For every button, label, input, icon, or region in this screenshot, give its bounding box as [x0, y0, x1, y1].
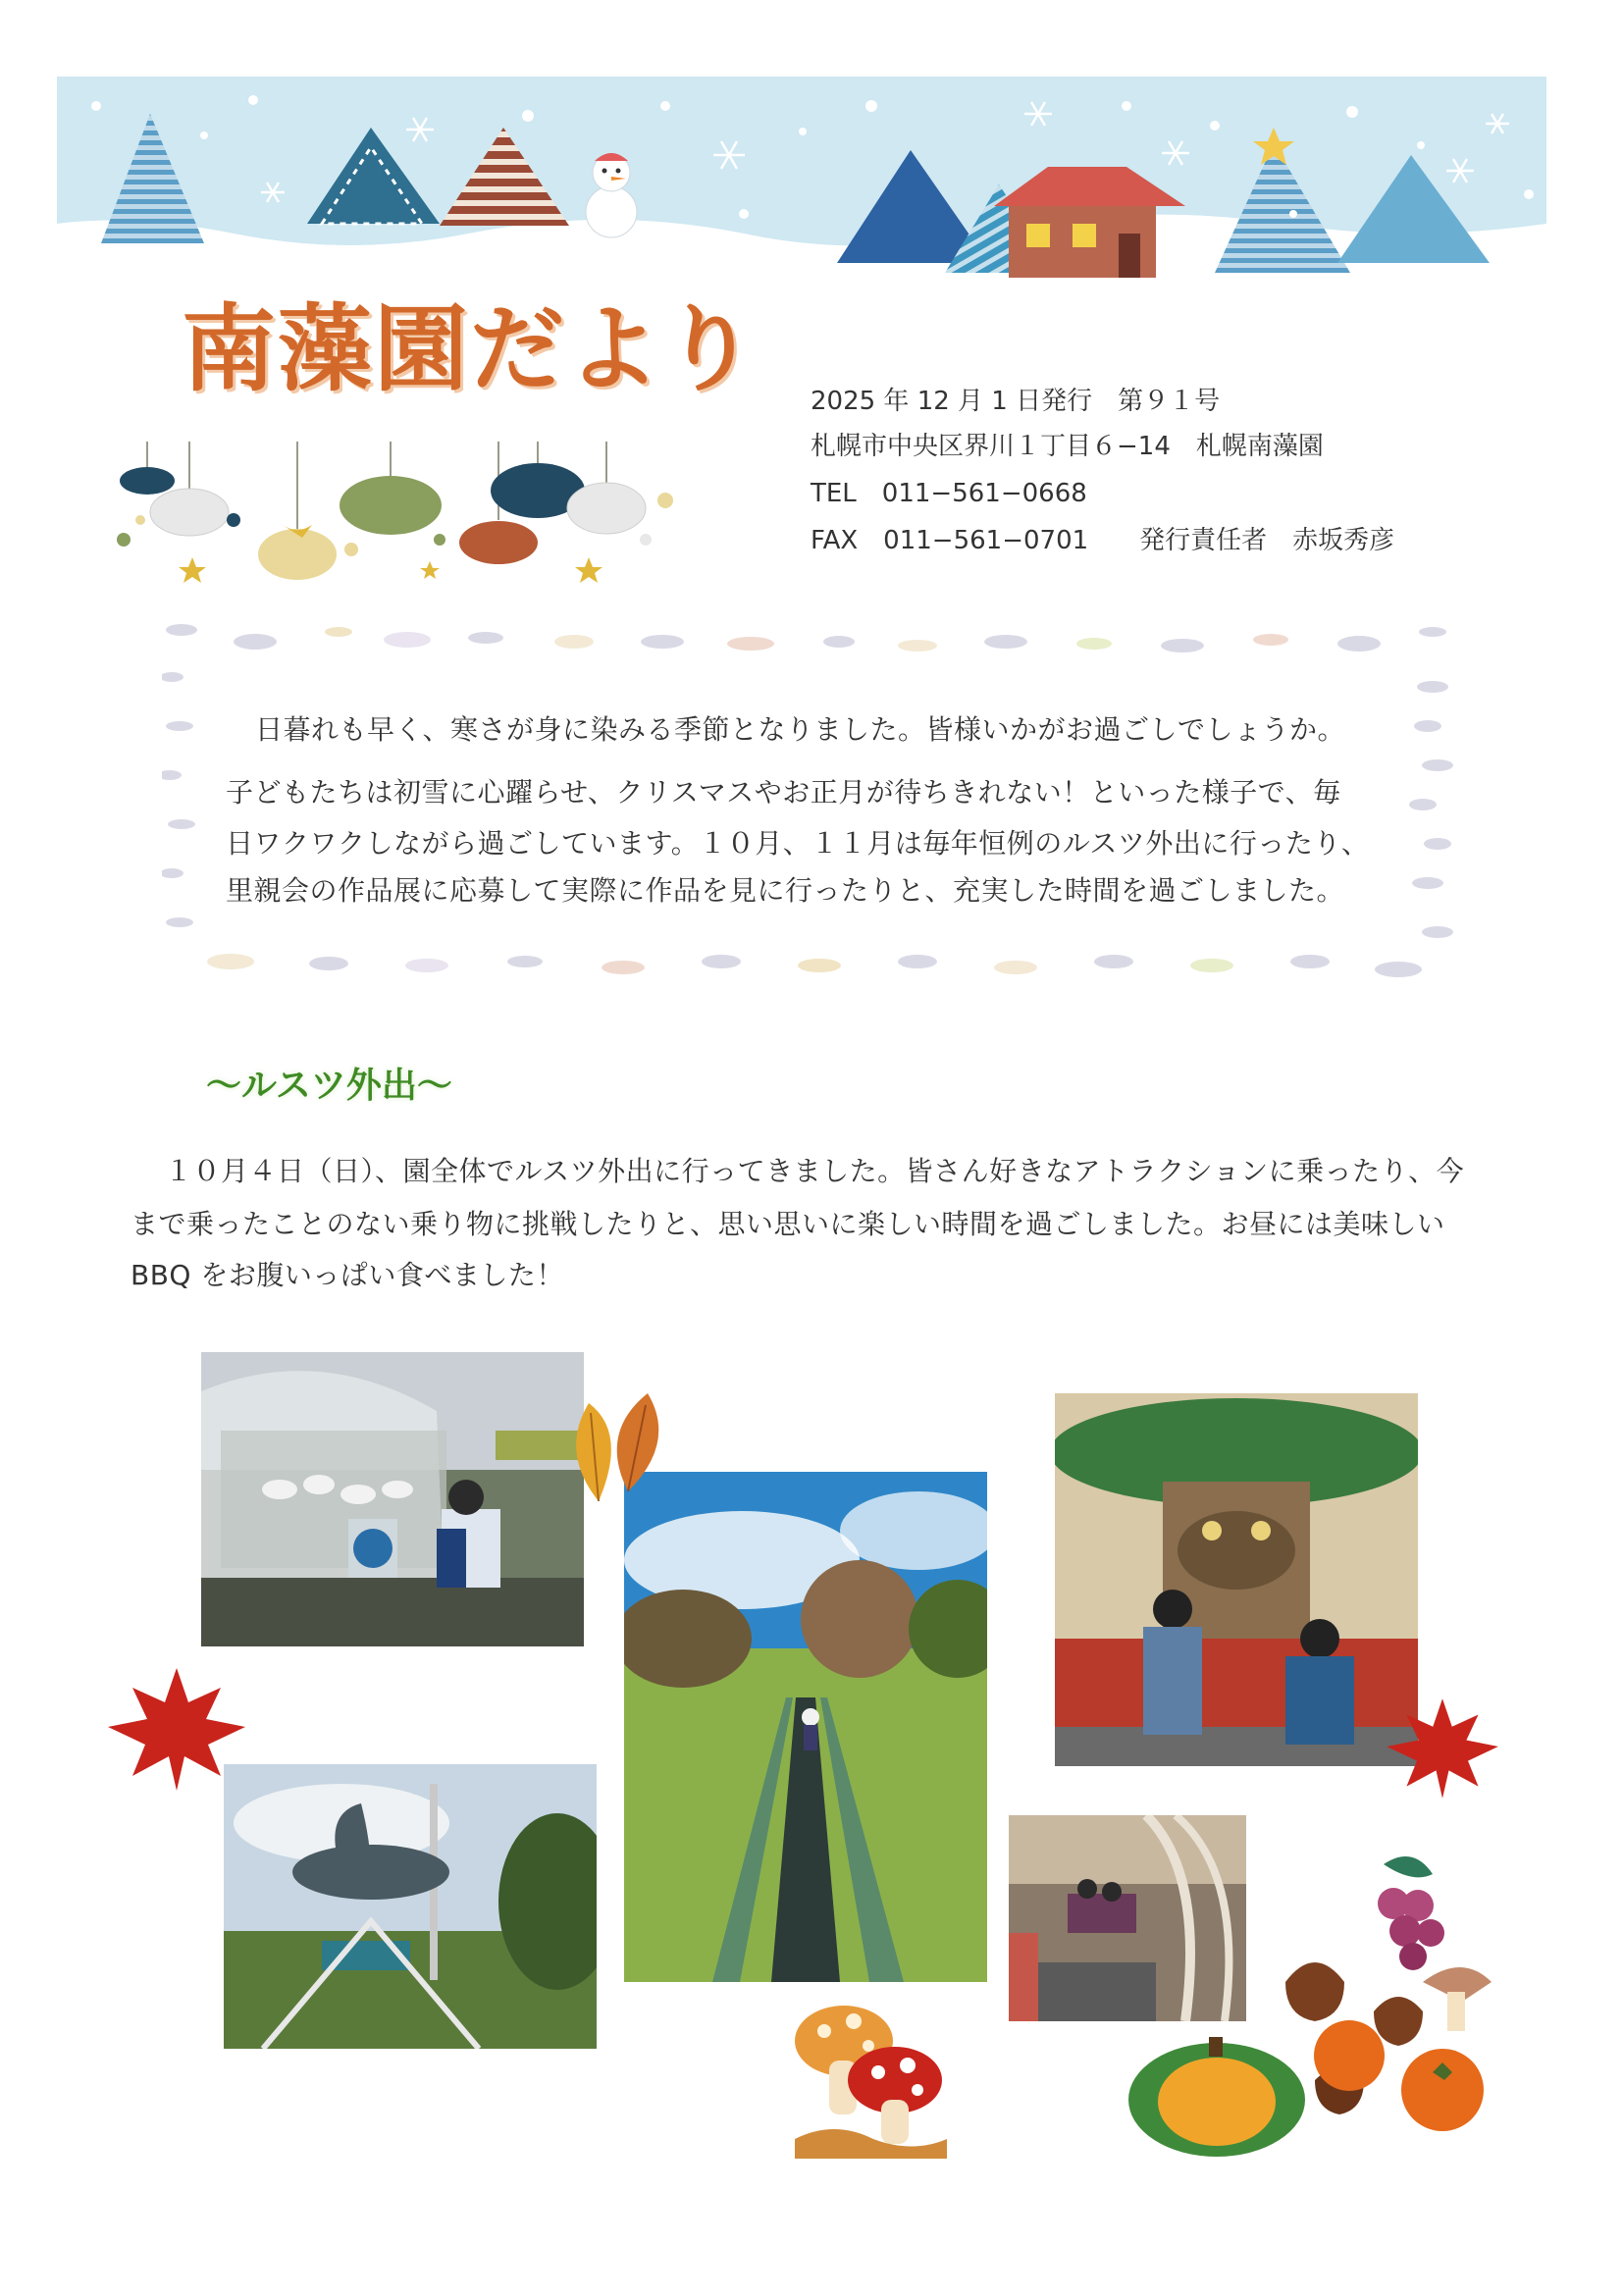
photo-elephant-ride	[224, 1764, 597, 2049]
autumn-leaves-icon	[559, 1383, 677, 1511]
mushroom-icon	[785, 1992, 952, 2159]
address: 札幌市中央区界川１丁目６−14 札幌南藻園	[811, 432, 1324, 461]
body-line-3: BBQ をお腹いっぱい食べました！	[131, 1259, 564, 1291]
maple-leaf-icon	[1379, 1688, 1506, 1805]
issue-date: 2025 年 12 月 1 日発行 第９１号	[811, 387, 1221, 416]
winter-banner	[57, 77, 1546, 283]
fax-and-publisher: FAX 011−561−0701 発行責任者 赤坂秀彦	[811, 526, 1395, 555]
body-line-1: １０月４日（日）、園全体でルスツ外出に行ってきました。皆さん好きなアトラクションに乗ったり、今	[165, 1155, 1465, 1187]
tel-number: TEL 011−561−0668	[811, 479, 1087, 508]
autumn-harvest-icon	[1119, 1845, 1511, 2159]
intro-line-1: 日暮れも早く、寒さが身に染みる季節となりました。皆様いかがお過ごしでしょうか。	[255, 713, 1345, 746]
section-heading: 〜ルスツ外出〜	[206, 1066, 452, 1106]
maple-leaf-icon	[98, 1658, 255, 1796]
intro-line-3: 日ワクワクしながら過ごしています。１０月、１１月は毎年恒例のルスツ外出に行ったり、	[226, 827, 1370, 860]
intro-line-4: 里親会の作品展に応募して実際に作品を見に行ったりと、充実した時間を過ごしました。	[226, 874, 1345, 907]
pumpkin-icon	[1128, 2037, 1305, 2157]
photo-animal-enclosure	[201, 1352, 584, 1646]
newsletter-title: 南藻園だより	[182, 294, 759, 404]
body-line-2: まで乗ったことのない乗り物に挑戦したりと、思い思いに楽しい時間を過ごしました。お昼には美味しい	[131, 1208, 1445, 1240]
grapes-icon	[1378, 1856, 1444, 1970]
photo-slide	[624, 1472, 987, 1982]
intro-line-2: 子どもたちは初雪に心躍らせ、クリスマスやお正月が待ちきれない！といった様子で、毎	[226, 776, 1341, 809]
photo-tree-attraction	[1055, 1393, 1418, 1766]
hanging-ornaments	[116, 442, 705, 589]
